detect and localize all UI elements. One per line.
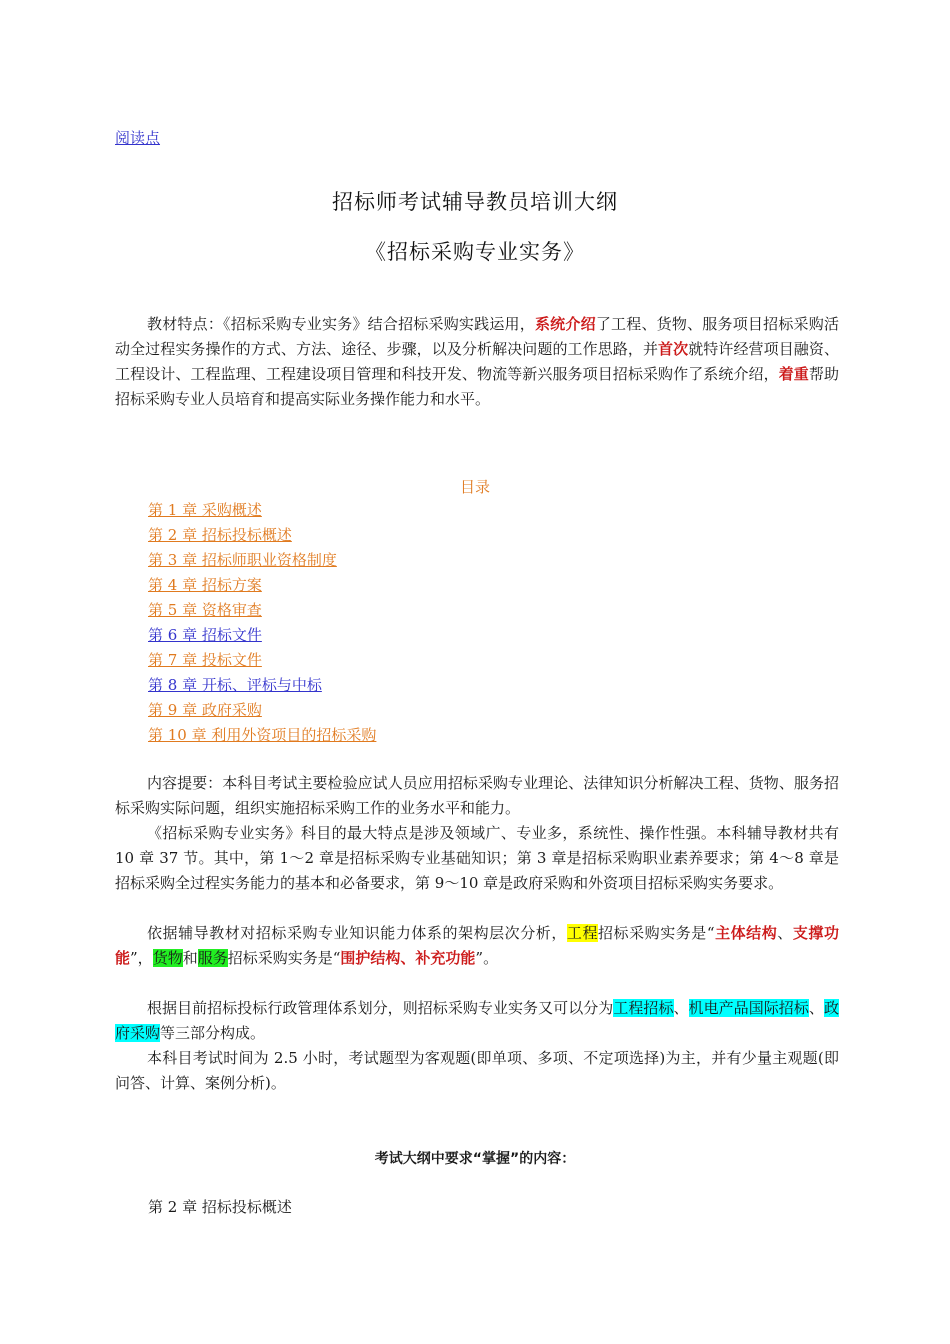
highlight-government-procurement: 政府采购 [115,999,839,1042]
features-text-4: 帮助招标采购专业人员培育和提高实际业务操作能力和水平。 [115,365,839,408]
toc-title: 目录 [459,478,490,496]
highlight-engineering-tender: 工程招标 [613,999,674,1017]
toc-item-chapter-6[interactable]: 第 6 章 招标文件 [148,626,262,644]
emphasis-support-function: 支撑功能 [115,924,839,967]
toc-item-chapter-10[interactable]: 第 10 章 利用外资项目的招标采购 [148,726,377,744]
toc-item-chapter-8[interactable]: 第 8 章 开标、评标与中标 [148,676,322,694]
features-emphasis-1: 系统介绍 [534,315,596,333]
emphasis-envelope-structure: 围护结构、补充功能 [340,949,476,967]
highlight-goods: 货物 [152,949,183,967]
structure-text-2: 招标采购实务是“ [598,924,715,942]
structure-text-1: 依据辅导教材对招标采购专业知识能力体系的架构层次分析， [147,924,567,942]
highlight-engineering: 工程 [566,924,598,942]
document-subtitle: 《招标采购专业实务》 [365,240,585,264]
structure-text-4: ”， [130,949,153,967]
toc-item-chapter-7[interactable]: 第 7 章 投标文件 [148,651,262,669]
structure-text-7: ”。 [475,949,499,967]
toc-item-chapter-5[interactable]: 第 5 章 资格审查 [148,601,262,619]
read-link[interactable]: 阅读点 [115,129,161,147]
characteristics-paragraph: 《招标采购专业实务》科目的最大特点是涉及领域广、专业多，系统性、操作性强。本科辅导教材共有 10 章 37 节。其中，第 1～2 章是招标采购专业基础知识；第 3 章是招标采购职业素养要求；第 4～8 章是招标采购全过程实务能力的基本和必备要求，第 9～10 章是政府采购和外资项目招标采购实务要求。 [115,824,839,892]
structure-text-3: 、 [777,924,793,942]
highlight-services: 服务 [197,949,228,967]
division-text-4: 等三部分构成。 [160,1024,266,1042]
toc-item-chapter-2[interactable]: 第 2 章 招标投标概述 [148,526,292,544]
division-paragraph [115,996,839,1046]
division-text-3: 、 [808,999,824,1017]
toc-item-chapter-3[interactable]: 第 3 章 招标师职业资格制度 [148,551,337,569]
toc-item-chapter-1[interactable]: 第 1 章 采购概述 [148,501,262,519]
structure-paragraph [115,921,839,971]
toc-item-chapter-4[interactable]: 第 4 章 招标方案 [148,576,262,594]
highlight-mechanical-tender: 机电产品国际招标 [688,999,809,1017]
features-text-2: 了工程、货物、服务项目招标采购活动全过程实务操作的方式、方法、途径、步骤，以及分析解决问题的工作思路，并 [115,315,839,358]
structure-text-5: 和 [182,949,198,967]
features-paragraph [115,312,839,412]
features-emphasis-3: 着重 [778,365,809,383]
summary-paragraph: 内容提要：本科目考试主要检验应试人员应用招标采购专业理论、法律知识分析解决工程、货物、服务招标采购实际问题，组织实施招标采购工作的业务水平和能力。 [115,774,839,817]
section-heading: 考试大纲中要求“掌握”的内容： [374,1151,576,1167]
toc-item-chapter-9[interactable]: 第 9 章 政府采购 [148,701,262,719]
features-emphasis-2: 首次 [658,340,689,358]
division-text-1: 根据目前招标投标行政管理体系划分，则招标采购专业实务又可以分为 [147,999,614,1017]
table-of-contents [148,498,376,748]
features-text-1: 教材特点：《招标采购专业实务》结合招标采购实践运用， [147,315,535,333]
division-text-2: 、 [673,999,689,1017]
emphasis-main-structure: 主体结构 [714,924,778,942]
chapter-heading: 第 2 章 招标投标概述 [148,1198,292,1216]
structure-text-6: 招标采购实务是“ [227,949,341,967]
document-title: 招标师考试辅导教员培训大纲 [332,190,618,214]
exam-paragraph: 本科目考试时间为 2.5 小时，考试题型为客观题(即单项、多项、不定项选择)为主，并有少量主观题(即问答、计算、案例分析)。 [115,1049,839,1092]
features-text-3: 就特许经营项目融资、工程设计、工程监理、工程建设项目管理和科技开发、物流等新兴服务项目招标采购作了系统介绍， [115,340,839,383]
